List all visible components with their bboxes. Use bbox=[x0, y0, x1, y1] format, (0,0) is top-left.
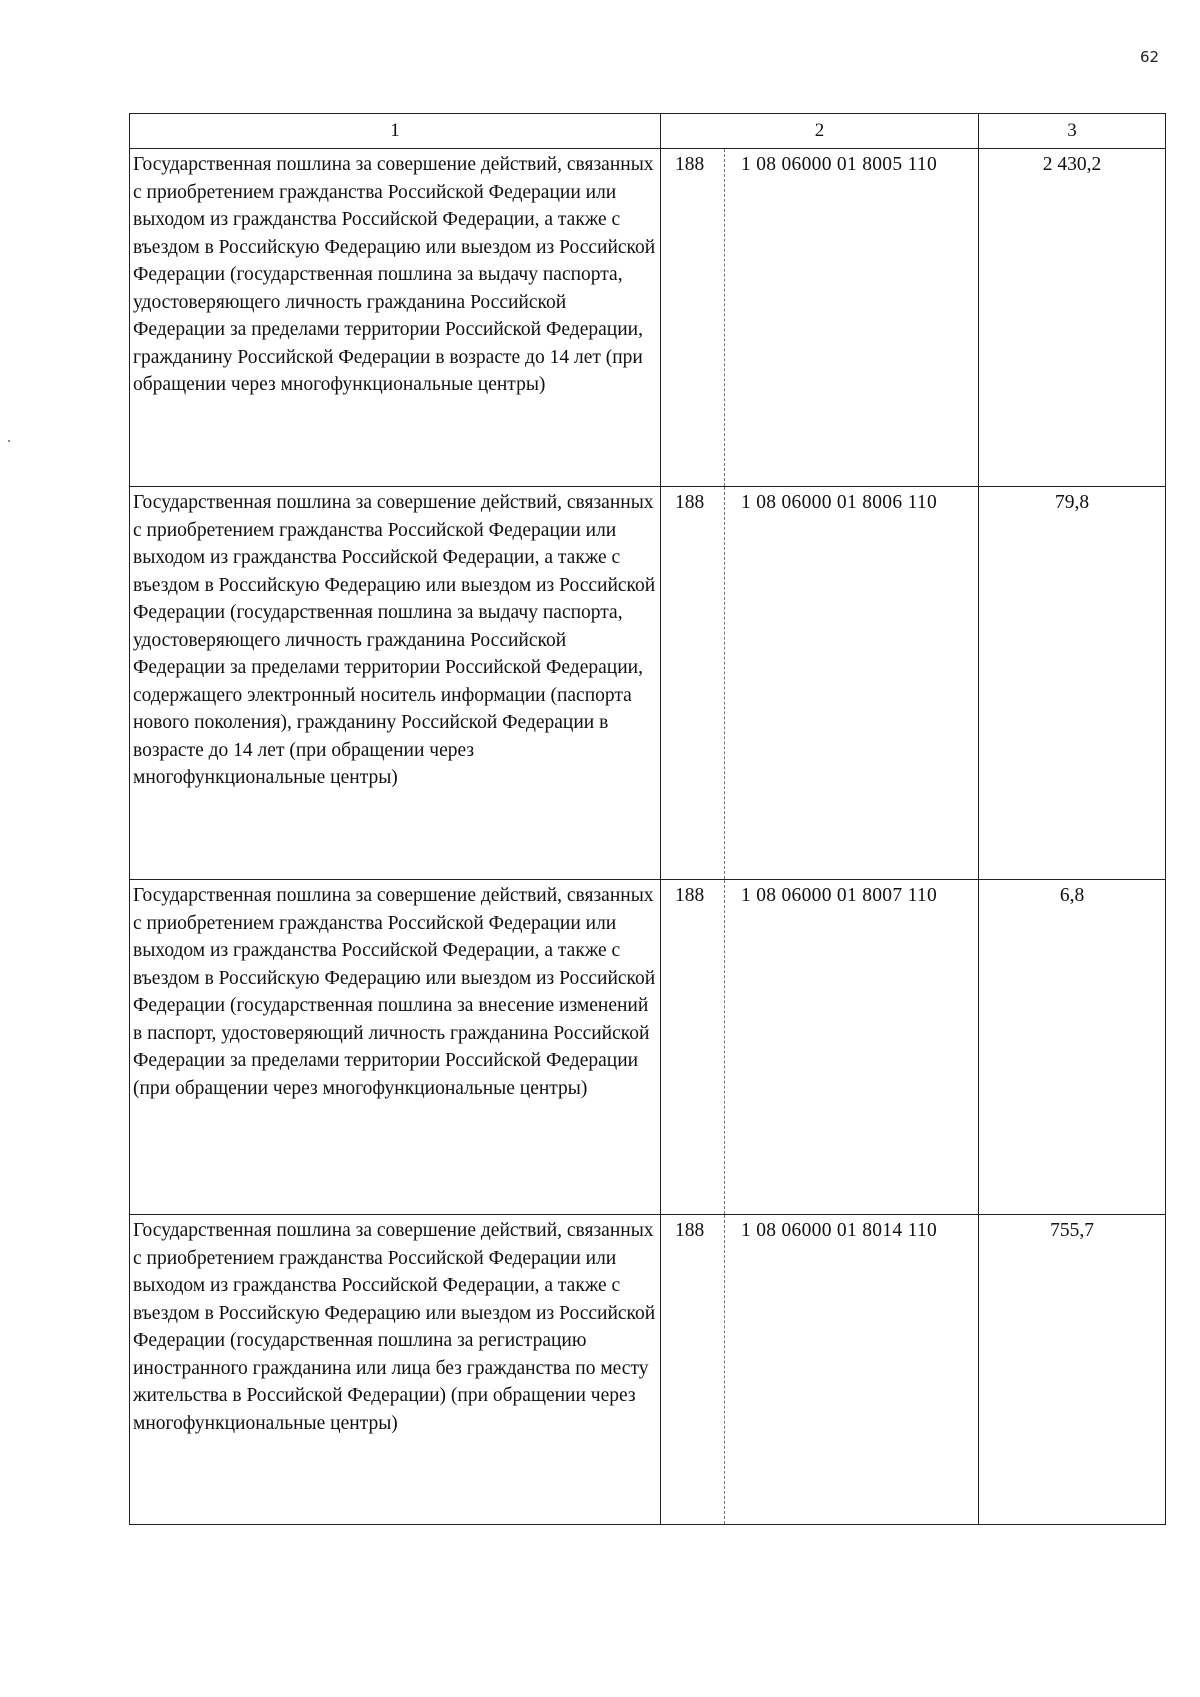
scan-artifact-dot bbox=[8, 440, 10, 442]
code-divider bbox=[724, 1215, 725, 1524]
row-description: Государственная пошлина за совершение действий, связанных с приобретением гражданства Российской Федерации или выходом из гражданства Российской Федерации, а также с въездом в Российскую Федерацию или выездом из Российской Федерации (государственная пошлина за выдачу паспорта, удостоверяющего личность гражданина Российской Федерации за пределами территории Российской Федерации, содержащего электронный носитель информации (паспорта нового поколения), гражданину Российской Федерации в возрасте до 14 лет (при обращении через многофункциональные центры) bbox=[130, 487, 661, 880]
page-number: 62 bbox=[1140, 48, 1160, 66]
row-amount-cell bbox=[979, 1215, 1166, 1525]
table-row bbox=[130, 149, 1166, 487]
row-amount-cell bbox=[979, 487, 1166, 880]
table-row bbox=[130, 880, 1166, 1215]
admin-code: 188 bbox=[675, 1220, 705, 1241]
admin-code: 188 bbox=[675, 492, 705, 513]
admin-code: 188 bbox=[675, 885, 705, 906]
revenue-table bbox=[129, 113, 1166, 1525]
column-header-2: 2 bbox=[661, 114, 979, 149]
table-row bbox=[130, 487, 1166, 880]
row-code-cell bbox=[661, 149, 979, 487]
kbk-code: 1 08 06000 01 8005 110 bbox=[741, 154, 938, 175]
row-description: Государственная пошлина за совершение действий, связанных с приобретением гражданства Российской Федерации или выходом из гражданства Российской Федерации, а также с въездом в Российскую Федерацию или выездом из Российской Федерации (государственная пошлина за выдачу паспорта, удостоверяющего личность гражданина Российской Федерации за пределами территории Российской Федерации, гражданину Российской Федерации в возрасте до 14 лет (при обращении через многофункциональные центры) bbox=[130, 149, 661, 487]
row-amount: 6,8 bbox=[1059, 885, 1085, 906]
code-divider bbox=[724, 487, 725, 879]
code-divider bbox=[724, 149, 725, 486]
kbk-code: 1 08 06000 01 8014 110 bbox=[741, 1220, 938, 1241]
kbk-code: 1 08 06000 01 8006 110 bbox=[741, 492, 938, 513]
admin-code: 188 bbox=[675, 154, 705, 175]
row-amount: 2 430,2 bbox=[1042, 154, 1102, 175]
row-amount: 79,8 bbox=[1054, 492, 1090, 513]
table-header-row bbox=[130, 114, 1166, 149]
row-code-cell bbox=[661, 487, 979, 880]
column-header-3: 3 bbox=[979, 114, 1166, 149]
row-amount-cell bbox=[979, 880, 1166, 1215]
row-amount-cell bbox=[979, 149, 1166, 487]
kbk-code: 1 08 06000 01 8007 110 bbox=[741, 885, 938, 906]
table-row bbox=[130, 1215, 1166, 1525]
row-code-cell bbox=[661, 880, 979, 1215]
row-code-cell bbox=[661, 1215, 979, 1525]
row-description: Государственная пошлина за совершение действий, связанных с приобретением гражданства Российской Федерации или выходом из гражданства Российской Федерации, а также с въездом в Российскую Федерацию или выездом из Российской Федерации (государственная пошлина за регистрацию иностранного гражданина или лица без гражданства по месту жительства в Российской Федерации) (при обращении через многофункциональные центры) bbox=[130, 1215, 661, 1525]
row-amount: 755,7 bbox=[1050, 1220, 1094, 1241]
row-description: Государственная пошлина за совершение действий, связанных с приобретением гражданства Российской Федерации или выходом из гражданства Российской Федерации, а также с въездом в Российскую Федерацию или выездом из Российской Федерации (государственная пошлина за внесение изменений в паспорт, удостоверяющий личность гражданина Российской Федерации за пределами территории Российской Федерации (при обращении через многофункциональные центры) bbox=[130, 880, 661, 1215]
code-divider bbox=[724, 880, 725, 1214]
column-header-1: 1 bbox=[130, 114, 661, 149]
